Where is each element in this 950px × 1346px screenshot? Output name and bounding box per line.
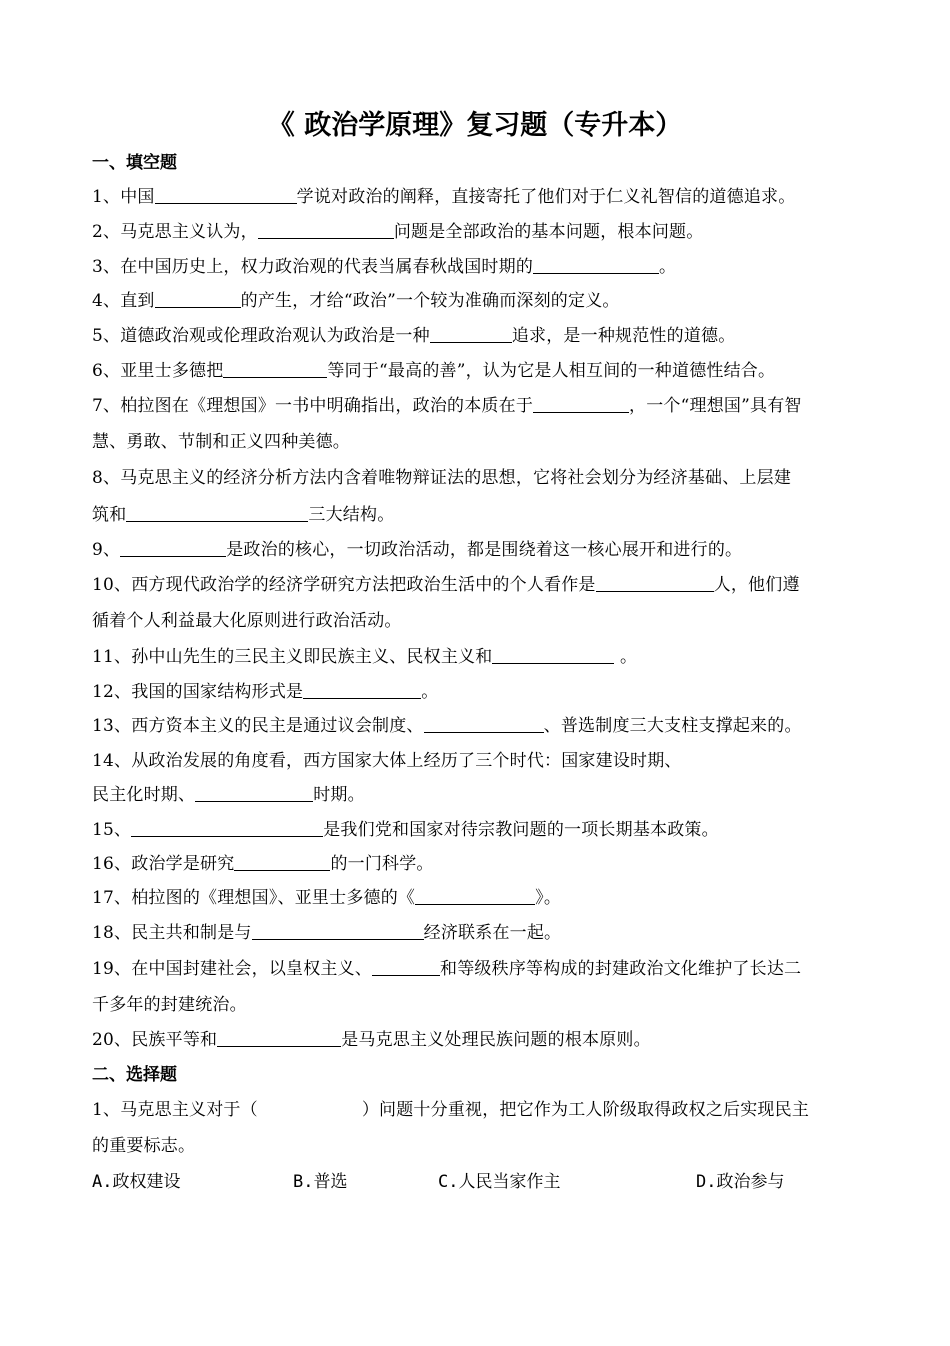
- question-8-cont: 筑和 三大结构。: [92, 505, 395, 525]
- answer-blank: [126, 503, 308, 522]
- option-a: A.政权建设: [92, 1172, 181, 1192]
- answer-blank: [258, 220, 394, 239]
- answer-blank: [131, 818, 323, 837]
- answer-blank: [120, 538, 226, 557]
- question-1: 1、中国 学说对政治的阐释，直接寄托了他们对于仁义礼智信的道德追求。: [92, 187, 796, 207]
- answer-blank: [223, 359, 327, 378]
- answer-blank: [303, 680, 421, 699]
- section-heading-fill-in: 一、填空题: [92, 153, 177, 173]
- option-c: C.人民当家作主: [438, 1172, 561, 1192]
- answer-blank: [217, 1028, 341, 1047]
- question-13: 13、西方资本主义的民主是通过议会制度、 、普选制度三大支柱支撑起来的。: [92, 716, 802, 736]
- question-10: 10、西方现代政治学的经济学研究方法把政治生活中的个人看作是 人，他们遵: [92, 575, 800, 595]
- question-12: 12、我国的国家结构形式是 。: [92, 682, 439, 702]
- answer-blank: [492, 645, 614, 664]
- question-7-cont: 慧、勇敢、节制和正义四种美德。: [92, 432, 350, 452]
- question-5: 5、道德政治观或伦理政治观认为政治是一种 追求，是一种规范性的道德。: [92, 326, 736, 346]
- answer-blank: [155, 185, 297, 204]
- answer-blank: [252, 921, 424, 940]
- section-heading-multiple-choice: 二、选择题: [92, 1065, 177, 1085]
- mc-question-1-cont: 的重要标志。: [92, 1136, 196, 1156]
- answer-blank: [372, 957, 440, 976]
- answer-blank: [195, 783, 313, 802]
- question-7: 7、柏拉图在《理想国》一书中明确指出，政治的本质在于 ，一个“理想国”具有智: [92, 396, 802, 416]
- question-19-cont: 千多年的封建统治。: [92, 995, 247, 1015]
- question-18: 18、民主共和制是与 经济联系在一起。: [92, 923, 562, 943]
- answer-blank: [533, 255, 659, 274]
- page-title: 《 政治学原理》复习题（专升本）: [267, 110, 683, 141]
- question-14: 14、从政治发展的角度看，西方国家大体上经历了三个时代：国家建设时期、: [92, 751, 682, 771]
- answer-blank: [533, 394, 629, 413]
- mc-question-1: 1、马克思主义对于（ ）问题十分重视，把它作为工人阶级取得政权之后实现民主: [92, 1100, 810, 1120]
- question-16: 16、政治学是研究 的一门科学。: [92, 854, 434, 874]
- question-2: 2、马克思主义认为， 问题是全部政治的基本问题，根本问题。: [92, 222, 704, 242]
- answer-blank: [596, 573, 714, 592]
- answer-blank: [424, 714, 544, 733]
- question-6: 6、亚里士多德把 等同于“最高的善”，认为它是人相互间的一种道德性结合。: [92, 361, 776, 381]
- option-d: D.政治参与: [696, 1172, 785, 1192]
- question-11: 11、孙中山先生的三民主义即民族主义、民权主义和 。: [92, 647, 638, 667]
- question-15: 15、 是我们党和国家对待宗教问题的一项长期基本政策。: [92, 820, 719, 840]
- answer-blank: [415, 886, 535, 905]
- question-4: 4、直到 的产生，才给“政治”一个较为准确而深刻的定义。: [92, 291, 620, 311]
- question-17: 17、柏拉图的《理想国》、亚里士多德的《 》。: [92, 888, 562, 908]
- question-14-cont: 民主化时期、 时期。: [92, 785, 365, 805]
- answer-blank: [430, 324, 512, 343]
- question-10-cont: 循着个人利益最大化原则进行政治活动。: [92, 611, 402, 631]
- question-8: 8、马克思主义的经济分析方法内含着唯物辩证法的思想，它将社会划分为经济基础、上层建: [92, 468, 792, 488]
- question-19: 19、在中国封建社会，以皇权主义、 和等级秩序等构成的封建政治文化维护了长达二: [92, 959, 802, 979]
- question-9: 9、 是政治的核心，一切政治活动，都是围绕着这一核心展开和进行的。: [92, 540, 743, 560]
- question-3: 3、在中国历史上，权力政治观的代表当属春秋战国时期的 。: [92, 257, 677, 277]
- question-20: 20、民族平等和 是马克思主义处理民族问题的根本原则。: [92, 1030, 651, 1050]
- option-b: B.普选: [293, 1172, 348, 1192]
- answer-blank: [234, 852, 330, 871]
- answer-blank: [155, 289, 241, 308]
